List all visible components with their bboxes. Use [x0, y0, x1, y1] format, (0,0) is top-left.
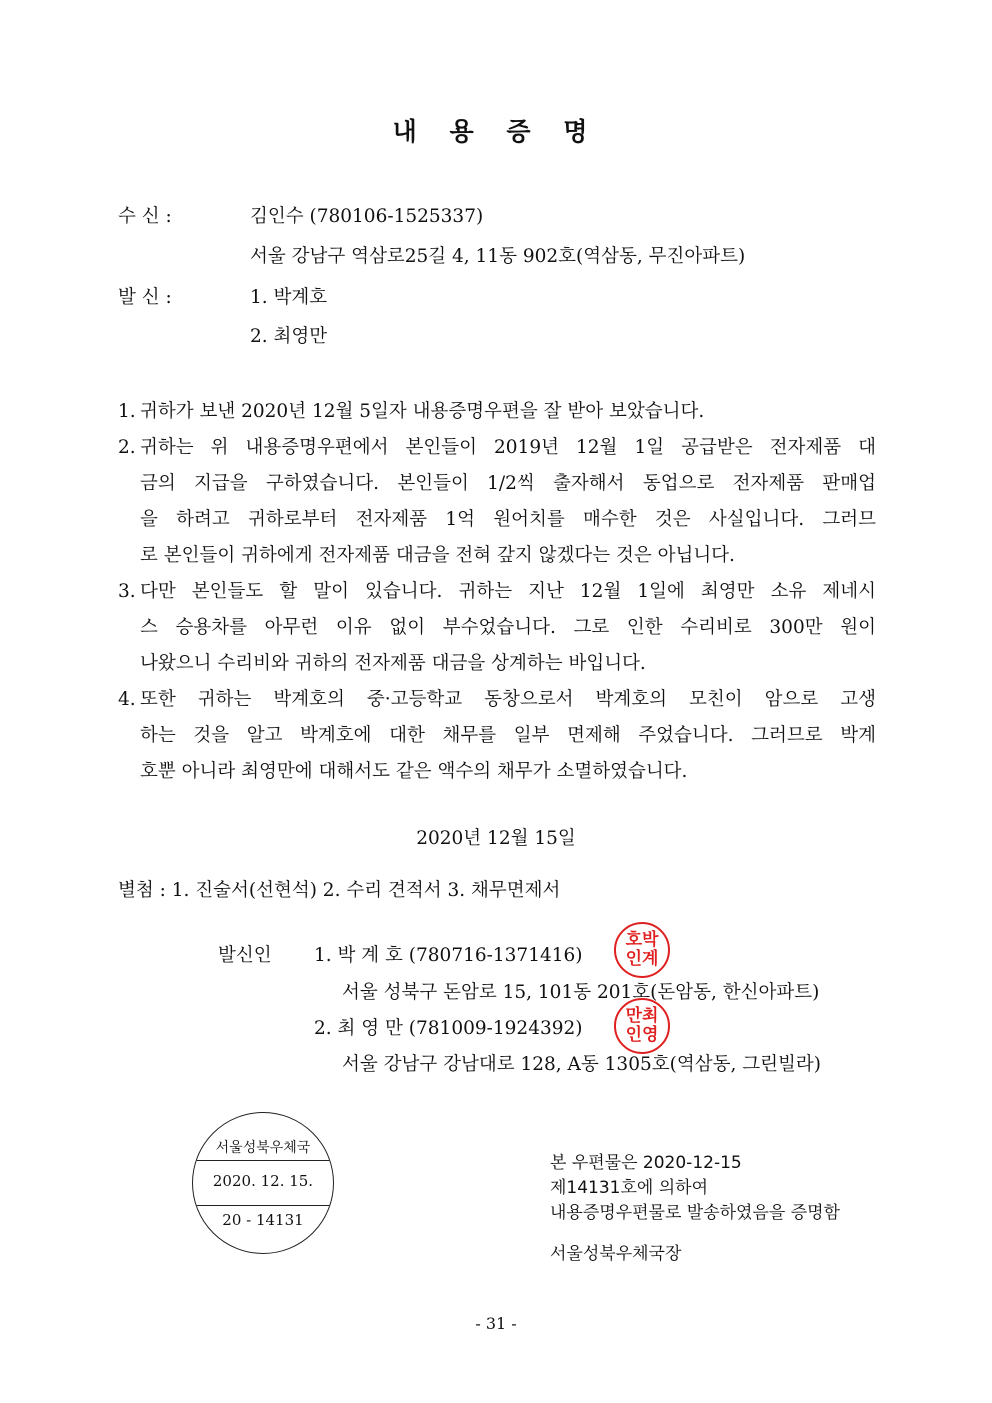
paragraph-4 [118, 682, 876, 790]
postmark-number: 20 - 14131 [222, 1211, 304, 1229]
paragraph-2 [118, 430, 876, 574]
seal-text-bottom: 인계 [625, 949, 659, 969]
paragraph-line: 스 승용차를 아무런 이유 없이 부수었습니다. 그로 인한 수리비로 300만 원이 [140, 617, 876, 638]
certification-line-3: 내용증명우편물로 발송하였음을 증명함 [550, 1203, 840, 1223]
sender-2-line: 2. 최 영 만 (781009-1924392) [314, 1018, 583, 1039]
sender-label: 발 신 : [118, 287, 172, 308]
seal-stamp-2 [614, 998, 670, 1054]
postmark-office: 서울성북우체국 [215, 1140, 311, 1156]
sender-name-1: 1. 박계호 [250, 287, 328, 308]
paragraph-line: 하는 것을 알고 박계호에 대한 채무를 일부 면제해 주었습니다. 그러므로 박계 [140, 725, 876, 746]
recipient-address: 서울 강남구 역삼로25길 4, 11동 902호(역삼동, 무진아파트) [250, 246, 746, 267]
postmark-divider [193, 1160, 333, 1161]
paragraph-3 [118, 574, 876, 682]
postmark-stamp [192, 1112, 334, 1254]
seal-text-top: 만최 [625, 1006, 659, 1026]
certification-issuer: 서울성북우체국장 [550, 1244, 682, 1264]
paragraph-number: 1. [118, 401, 136, 422]
sender-name-2: 2. 최영만 [250, 326, 328, 347]
paragraph-line: 귀하가 보낸 2020년 12월 5일자 내용증명우편을 잘 받아 보았습니다. [140, 401, 705, 422]
attachments: 별첨 : 1. 진술서(선현석) 2. 수리 견적서 3. 채무면제서 [118, 880, 561, 901]
certification-line-1: 본 우편물은 2020-12-15 [550, 1153, 742, 1173]
document-date: 2020년 12월 15일 [416, 828, 576, 849]
paragraph-line: 다만 본인들도 할 말이 있습니다. 귀하는 지난 12월 1일에 최영만 소유 제네시 [140, 581, 876, 602]
sender-1-line: 1. 박 계 호 (780716-1371416) [314, 945, 583, 966]
page-number: - 31 - [475, 1314, 517, 1333]
postmark-divider [193, 1205, 333, 1206]
seal-stamp-1 [614, 922, 670, 978]
paragraph-line: 로 본인들이 귀하에게 전자제품 대금을 전혀 갚지 않겠다는 것은 아닙니다. [140, 545, 735, 566]
sender-2-address: 서울 강남구 강남대로 128, A동 1305호(역삼동, 그린빌라) [342, 1054, 821, 1075]
sender-1-address: 서울 성북구 돈암로 15, 101동 201호(돈암동, 한신아파트) [342, 982, 820, 1003]
paragraph-line: 호뿐 아니라 최영만에 대해서도 같은 액수의 채무가 소멸하였습니다. [140, 761, 688, 782]
paragraph-line: 귀하는 위 내용증명우편에서 본인들이 2019년 12월 1일 공급받은 전자제품 대 [140, 437, 876, 458]
certification-line-2: 제14131호에 의하여 [550, 1178, 709, 1198]
recipient-label: 수 신 : [118, 206, 172, 227]
recipient-name: 김인수 (780106-1525337) [250, 206, 484, 227]
seal-text-top: 호박 [625, 930, 659, 950]
seal-text-bottom: 인영 [625, 1025, 659, 1045]
paragraph-number: 3. [118, 581, 136, 602]
page-title: 내 용 증 명 [392, 117, 600, 146]
paragraph-line: 금의 지급을 구하였습니다. 본인들이 1/2씩 출자해서 동업으로 전자제품 판매업 [140, 473, 876, 494]
paragraph-number: 4. [118, 689, 136, 710]
postmark-date: 2020. 12. 15. [212, 1172, 314, 1190]
paragraph-line: 나왔으니 수리비와 귀하의 전자제품 대금을 상계하는 바입니다. [140, 653, 646, 674]
paragraph-1 [118, 394, 876, 430]
paragraph-number: 2. [118, 437, 136, 458]
senders-label: 발신인 [218, 945, 272, 966]
paragraph-line: 을 하려고 귀하로부터 전자제품 1억 원어치를 매수한 것은 사실입니다. 그러므 [140, 509, 876, 530]
paragraph-line: 또한 귀하는 박계호의 중·고등학교 동창으로서 박계호의 모친이 암으로 고생 [140, 689, 876, 710]
